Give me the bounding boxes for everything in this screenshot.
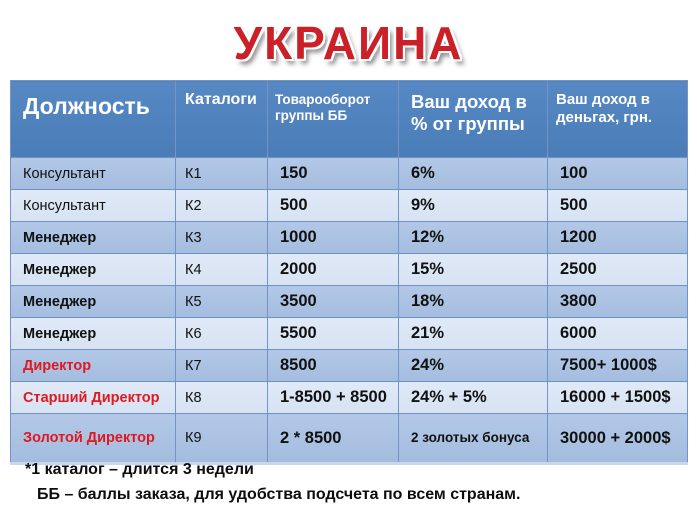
cell-money: 100	[548, 158, 688, 190]
cell-catalog: К3	[176, 222, 268, 254]
table-body	[11, 158, 688, 464]
cell-money: 3800	[548, 286, 688, 318]
cell-catalog: К2	[176, 190, 268, 222]
cell-catalog: К4	[176, 254, 268, 286]
table-row	[11, 350, 688, 382]
footnotes	[0, 458, 697, 508]
header-percent: Ваш доход в % от группы	[399, 81, 548, 158]
cell-position: Старший Директор	[11, 382, 176, 414]
footnote-catalog-duration: *1 каталог – длится 3 недели	[25, 461, 254, 478]
cell-money: 1200	[548, 222, 688, 254]
cell-position: Менеджер	[11, 318, 176, 350]
cell-money: 500	[548, 190, 688, 222]
cell-position: Менеджер	[11, 254, 176, 286]
cell-catalog: К8	[176, 382, 268, 414]
cell-money: 7500+ 1000$	[548, 350, 688, 382]
income-table-container	[10, 80, 687, 465]
cell-percent: 15%	[399, 254, 548, 286]
cell-turnover: 1-8500 + 8500	[268, 382, 399, 414]
cell-percent: 2 золотых бонуса	[399, 414, 548, 464]
cell-turnover: 3500	[268, 286, 399, 318]
cell-money: 30000 + 2000$	[548, 414, 688, 464]
cell-money: 6000	[548, 318, 688, 350]
cell-turnover: 5500	[268, 318, 399, 350]
table-row	[11, 190, 688, 222]
table-header-row	[11, 81, 688, 158]
header-turnover: Товарооборот группы ББ	[268, 81, 399, 158]
table-row	[11, 222, 688, 254]
cell-money: 16000 + 1500$	[548, 382, 688, 414]
table-row	[11, 254, 688, 286]
cell-turnover: 8500	[268, 350, 399, 382]
cell-percent: 9%	[399, 190, 548, 222]
cell-turnover: 500	[268, 190, 399, 222]
cell-turnover: 1000	[268, 222, 399, 254]
cell-position: Консультант	[11, 190, 176, 222]
cell-catalog: К7	[176, 350, 268, 382]
cell-position: Директор	[11, 350, 176, 382]
table-row	[11, 382, 688, 414]
cell-position: Консультант	[11, 158, 176, 190]
income-table	[10, 80, 688, 465]
cell-money: 2500	[548, 254, 688, 286]
table-row	[11, 414, 688, 464]
cell-catalog: К9	[176, 414, 268, 464]
cell-turnover: 150	[268, 158, 399, 190]
cell-catalog: К6	[176, 318, 268, 350]
cell-percent: 18%	[399, 286, 548, 318]
cell-percent: 24%	[399, 350, 548, 382]
header-money: Ваш доход в деньгах, грн.	[548, 81, 688, 158]
table-row	[11, 286, 688, 318]
cell-position: Золотой Директор	[11, 414, 176, 464]
table-row	[11, 158, 688, 190]
cell-catalog: К5	[176, 286, 268, 318]
header-position: Должность	[11, 81, 176, 158]
cell-turnover: 2 * 8500	[268, 414, 399, 464]
footnote-bb-points: ББ – баллы заказа, для удобства подсчета по всем странам.	[37, 485, 521, 503]
page-title: УКРАИНА	[233, 17, 464, 69]
cell-percent: 12%	[399, 222, 548, 254]
cell-percent: 24% + 5%	[399, 382, 548, 414]
cell-catalog: К1	[176, 158, 268, 190]
table-row	[11, 318, 688, 350]
cell-percent: 21%	[399, 318, 548, 350]
cell-position: Менеджер	[11, 222, 176, 254]
header-catalogs: Каталоги	[176, 81, 268, 158]
cell-percent: 6%	[399, 158, 548, 190]
cell-turnover: 2000	[268, 254, 399, 286]
cell-position: Менеджер	[11, 286, 176, 318]
